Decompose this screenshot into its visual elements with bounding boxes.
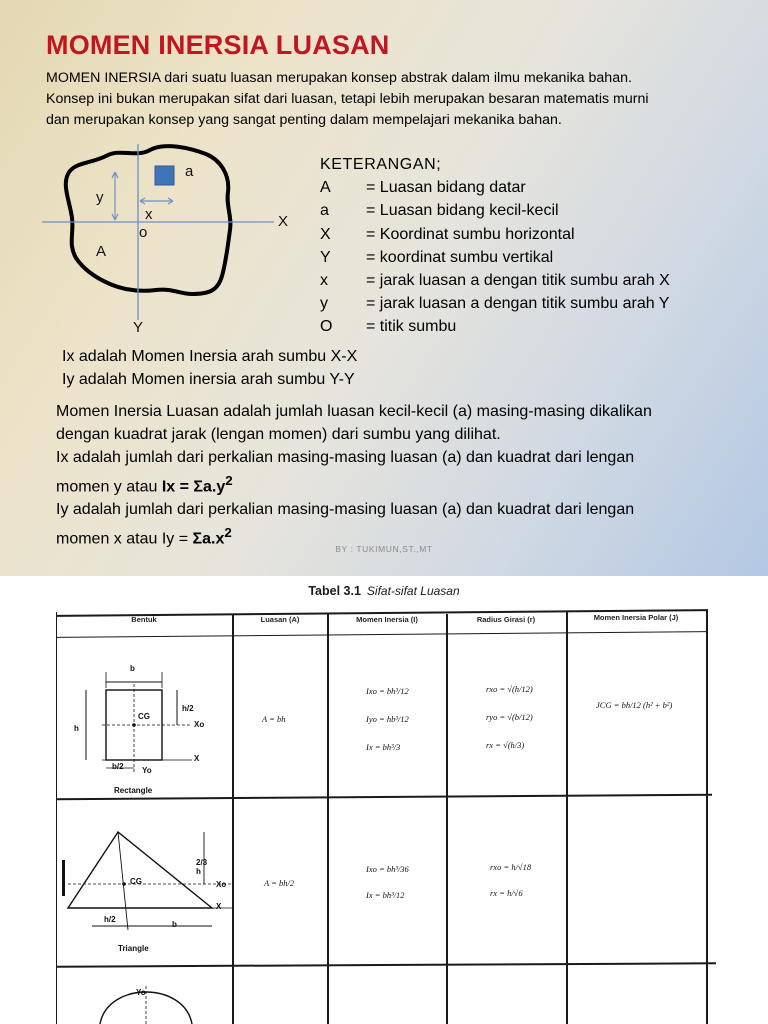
legend-desc: = Luasan bidang kecil-kecil: [366, 202, 559, 220]
label-h2: h/2: [104, 915, 116, 924]
ix-formula: Ix = Σa.y: [161, 478, 226, 496]
legend-keterangan: [320, 153, 760, 339]
inertia-formula: Ix = bh³/12: [366, 890, 405, 900]
explain-line: Ix adalah jumlah dari perkalian masing-masing luasan (a) dan kuadrat dari lengan: [56, 449, 635, 466]
legend-desc: = Luasan bidang datar: [366, 179, 526, 197]
legend-row: [320, 223, 760, 246]
shape-name-rectangle: Rectangle: [114, 786, 153, 795]
label-cg: CG: [138, 712, 150, 721]
table-rule: [566, 612, 568, 1024]
legend-desc: = koordinat sumbu vertikal: [366, 248, 554, 266]
label-x: x: [145, 206, 153, 223]
iy-formula: Σa.x: [192, 530, 225, 548]
label-x: X: [216, 902, 222, 911]
header-area: Luasan (A): [260, 615, 300, 624]
radius-formula: rxo = √(h/12): [486, 684, 533, 694]
label-o: o: [139, 224, 148, 241]
triangle-sketch: [62, 802, 232, 958]
radius-formula: rxo = h/√18: [490, 862, 532, 872]
iy-definition: Iy adalah Momen inersia arah sumbu Y-Y: [62, 370, 355, 388]
table-rule: [56, 794, 712, 800]
legend-heading: KETERANGAN;: [320, 156, 442, 173]
legend-symbol: a: [320, 202, 329, 220]
label-h: h: [74, 724, 79, 733]
centroid-dot: [132, 723, 136, 727]
legend-symbol: O: [320, 318, 333, 336]
inertia-formula: Ixo = bh³/12: [366, 686, 409, 696]
legend-symbol: Y: [320, 248, 331, 266]
table-title-number: Tabel 3.1: [308, 584, 361, 598]
label-b2: b/2: [112, 762, 124, 771]
area-formula: A = bh: [262, 714, 286, 724]
radius-formula: rx = √(h/3): [486, 740, 525, 750]
legend-desc: = Koordinat sumbu horizontal: [366, 225, 575, 243]
radius-formula: ryo = √(b/12): [486, 712, 533, 722]
explain-line: Momen Inersia Luasan adalah jumlah luasan kecil-kecil (a) masing-masing dikalikan: [56, 403, 652, 420]
label-y: y: [96, 189, 104, 206]
label-cg: CG: [130, 877, 142, 886]
explain-line: Iy adalah jumlah dari perkalian masing-masing luasan (a) dan kuadrat dari lengan: [56, 501, 635, 519]
ix-formula-exponent: 2: [225, 473, 233, 488]
intro-paragraph: [46, 68, 750, 131]
inertia-formula: Ixo = bh³/36: [366, 864, 409, 874]
table-rule: [706, 610, 708, 1024]
byline: BY : TUKIMUN,ST.,MT: [335, 544, 433, 554]
legend-desc: = jarak luasan a dengan titik sumbu arah Y: [366, 295, 670, 313]
triangle-median: [118, 832, 128, 930]
explain-text: momen y atau: [56, 478, 162, 496]
explain-text: momen x atau Iy =: [56, 530, 193, 548]
table-title-text: Sifat-sifat Luasan: [366, 584, 460, 598]
intro-line: dan merupakan konsep yang sangat penting dalam mempelajari mekanika bahan.: [46, 112, 562, 128]
table-rule: [327, 614, 329, 1024]
polar-formula: JCG = bh/12 (h² + b²): [596, 700, 673, 710]
legend-row: [320, 199, 760, 222]
label-xo: Xo: [194, 720, 205, 729]
table-title: [0, 584, 768, 598]
legend-desc: = jarak luasan a dengan titik sumbu arah X: [366, 272, 670, 290]
axis-definitions: [62, 346, 357, 391]
legend-desc: = titik sumbu: [366, 318, 457, 336]
scanned-table: [0, 576, 768, 1024]
intro-line: Konsep ini bukan merupakan sifat dari luasan, tetapi lebih merupakan besaran matematis murni: [46, 91, 649, 107]
header-inertia: Momen Inersia (I): [356, 615, 418, 624]
label-h23: 2/3 h: [196, 858, 208, 876]
label-x: X: [194, 754, 200, 763]
legend-row: [320, 269, 760, 292]
legend-row: [320, 246, 760, 269]
legend-symbol: x: [320, 272, 328, 290]
explanation-paragraph: [56, 400, 746, 551]
header-polar: Momen Inersia Polar (J): [593, 613, 679, 622]
area-formula: A = bh/2: [264, 878, 295, 888]
ix-definition: Ix adalah Momen Inersia arah sumbu X-X: [62, 348, 358, 365]
label-area-A: A: [96, 243, 107, 260]
label-Y-axis: Y: [133, 319, 144, 336]
legend-symbol: X: [320, 225, 331, 243]
table-rule: [56, 612, 57, 1024]
area-diagram: [40, 144, 300, 344]
header-shape: Bentuk: [131, 615, 157, 624]
label-a: a: [185, 163, 194, 180]
triangle-shape: [68, 832, 212, 908]
label-X-axis: X: [278, 213, 289, 230]
header-radius: Radius Girasi (r): [476, 615, 536, 624]
shape-name-triangle: Triangle: [118, 944, 149, 953]
radius-formula: rx = h/√6: [490, 888, 523, 898]
legend-row: [320, 292, 760, 315]
iy-formula-exponent: 2: [224, 525, 232, 541]
label-h2: h/2: [182, 704, 194, 713]
table-rule: [56, 631, 708, 638]
table-rule: [446, 614, 448, 1024]
circle-sketch: [90, 980, 210, 1024]
label-yo: Yo: [142, 766, 152, 775]
legend-symbol: A: [320, 179, 331, 197]
legend-symbol: y: [320, 295, 328, 313]
explain-line: dengan kuadrat jarak (lengan momen) dari sumbu yang dilihat.: [56, 426, 501, 443]
inertia-formula: Ix = bh³/3: [366, 742, 401, 752]
inertia-formula: Iyo = hb³/12: [366, 714, 409, 724]
explain-line: [56, 469, 746, 498]
legend-row: [320, 315, 760, 338]
label-yo: Yo: [136, 988, 146, 997]
table-rule: [232, 614, 234, 1024]
label-b: b: [172, 920, 177, 929]
centroid-dot: [122, 882, 126, 886]
scan-mark: [62, 860, 65, 896]
table-rule: [56, 962, 716, 967]
intro-line: MOMEN INERSIA dari suatu luasan merupakan konsep abstrak dalam ilmu mekanika bahan.: [46, 70, 632, 86]
slide-title: MOMEN INERSIA LUASAN: [46, 30, 390, 60]
label-b: b: [130, 664, 135, 673]
label-xo: Xo: [216, 880, 227, 889]
legend-row: [320, 176, 760, 199]
small-area-a: [155, 166, 174, 185]
